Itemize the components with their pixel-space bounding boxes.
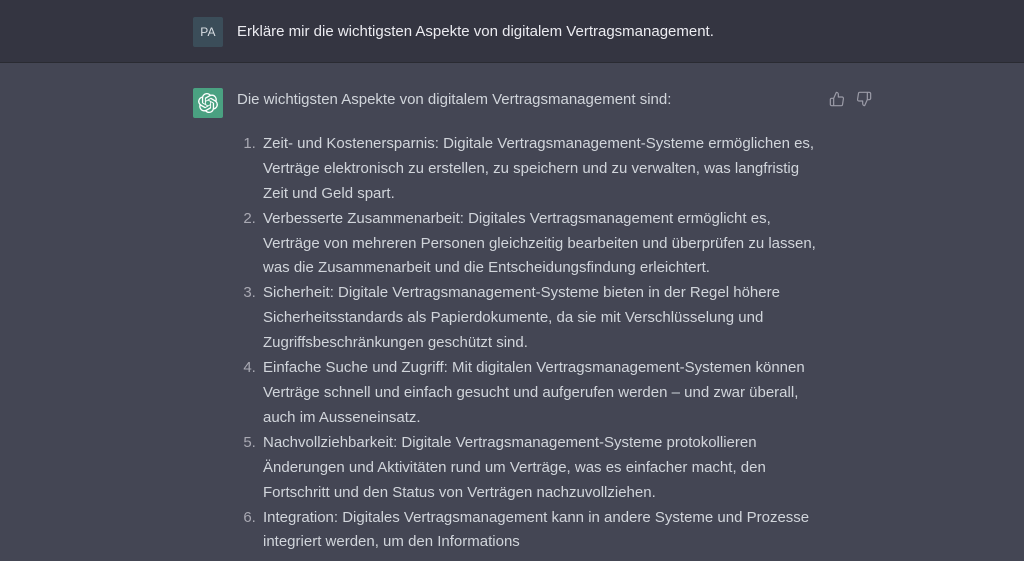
list-item: 3. Sicherheit: Digitale Vertragsmanagement-Systeme bieten in der Regel höhere Sicherheitsstandards als Papierdokumente, da sie mit Verschlüsselung und Zugriffsbeschränkungen geschützt sind. — [260, 281, 827, 356]
assistant-message-row — [0, 63, 1024, 561]
assistant-intro-text: Die wichtigsten Aspekte von digitalem Vertragsmanagement sind: — [237, 91, 672, 108]
thumbs-down-icon[interactable] — [856, 91, 872, 107]
openai-logo-icon — [193, 88, 223, 118]
assistant-message-body — [237, 88, 827, 555]
user-message-row — [0, 0, 1024, 63]
thumbs-up-icon[interactable] — [829, 91, 845, 107]
user-avatar: PA — [193, 17, 223, 47]
list-item: 4. Einfache Suche und Zugriff: Mit digitalen Vertragsmanagement-Systemen können Verträge schnell und einfach gesucht und aufgerufen werden – und zwar überall, auch im Ausseneinsatz. — [260, 356, 827, 431]
user-message-text: Erkläre mir die wichtigsten Aspekte von digitalem Vertragsmanagement. — [237, 23, 714, 40]
list-item: 5. Nachvollziehbarkeit: Digitale Vertragsmanagement-Systeme protokollieren Änderungen und Aktivitäten rund um Verträge, was es einfacher macht, den Fortschritt und den Status von Verträgen nachzuvollziehen. — [260, 431, 827, 506]
list-item: 1. Zeit- und Kostenersparnis: Digitale Vertragsmanagement-Systeme ermöglichen es, Verträge elektronisch zu erstellen, zu speichern und zu verwalten, was langfristig Zeit und Geld spart. — [260, 132, 827, 207]
list-item: 2. Verbesserte Zusammenarbeit: Digitales Vertragsmanagement ermöglicht es, Verträge von mehreren Personen gleichzeitig bearbeiten und überprüfen zu lassen, was die Zusammenarbeit und die Entscheidungsfindung erleichtert. — [260, 207, 827, 282]
feedback-buttons — [829, 91, 872, 107]
list-item: 6. Integration: Digitales Vertragsmanagement kann in andere Systeme und Prozesse integriert werden, um den Informations — [260, 506, 827, 556]
aspects-list — [237, 132, 827, 555]
